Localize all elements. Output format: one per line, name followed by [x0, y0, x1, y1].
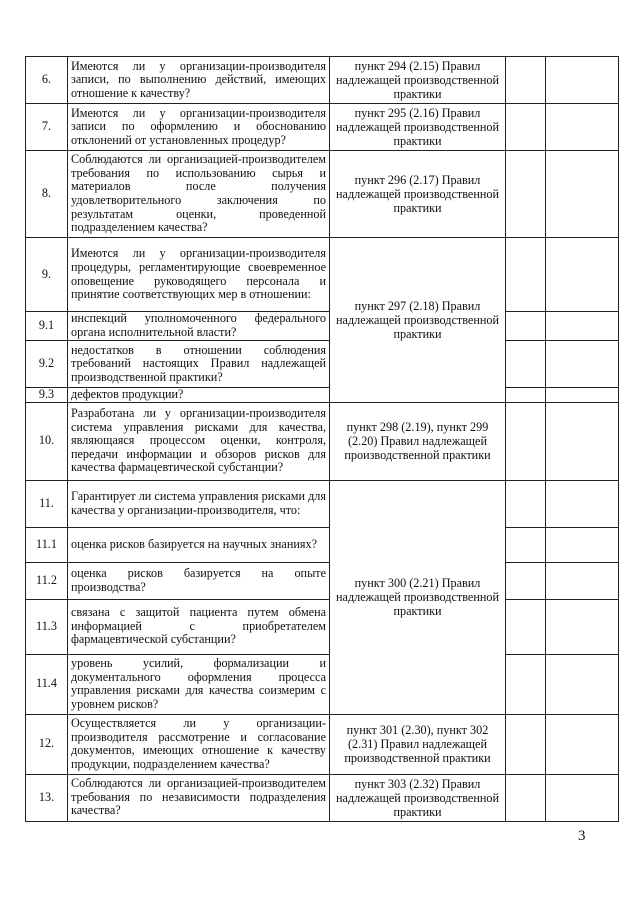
table-row — [26, 562, 619, 599]
question-text: оценка рисков базируется на научных знаниях? — [68, 527, 330, 562]
row-number: 11.4 — [26, 654, 68, 714]
table-row — [26, 312, 619, 341]
note-cell — [546, 151, 619, 238]
note-cell — [546, 388, 619, 403]
table-row — [26, 527, 619, 562]
question-text: инспекций уполномоченного федерального органа исполнительной власти? — [68, 312, 330, 341]
answer-cell — [506, 341, 546, 388]
question-text: Соблюдаются ли организацией-производителем требования по независимости подразделения качества? — [68, 774, 330, 821]
page-number: 3 — [578, 828, 586, 844]
note-cell — [546, 654, 619, 714]
row-number: 10. — [26, 402, 68, 480]
row-number: 9.1 — [26, 312, 68, 341]
note-cell — [546, 402, 619, 480]
rule-reference: пункт 295 (2.16) Правил надлежащей производственной практики — [330, 104, 506, 151]
note-cell — [546, 57, 619, 104]
table-row — [26, 654, 619, 714]
rule-reference: пункт 294 (2.15) Правил надлежащей производственной практики — [330, 57, 506, 104]
row-number: 11.1 — [26, 527, 68, 562]
note-cell — [546, 480, 619, 527]
row-number: 11.2 — [26, 562, 68, 599]
row-number: 9.3 — [26, 388, 68, 403]
note-cell — [546, 527, 619, 562]
table-row — [26, 480, 619, 527]
table-row — [26, 388, 619, 403]
rule-reference: пункт 297 (2.18) Правил надлежащей производственной практики — [330, 238, 506, 403]
row-number: 11.3 — [26, 599, 68, 654]
table-row — [26, 774, 619, 821]
note-cell — [546, 714, 619, 774]
note-cell — [546, 312, 619, 341]
table-row — [26, 341, 619, 388]
note-cell — [546, 104, 619, 151]
checklist-table — [25, 56, 619, 822]
rule-reference: пункт 298 (2.19), пункт 299 (2.20) Правил надлежащей производственной практики — [330, 402, 506, 480]
question-text: Имеются ли у организации-производителя записи, по выполнению действий, имеющих отношение к качеству? — [68, 57, 330, 104]
row-number: 7. — [26, 104, 68, 151]
row-number: 6. — [26, 57, 68, 104]
row-number: 13. — [26, 774, 68, 821]
note-cell — [546, 238, 619, 312]
note-cell — [546, 341, 619, 388]
row-number: 9. — [26, 238, 68, 312]
answer-cell — [506, 238, 546, 312]
row-number: 12. — [26, 714, 68, 774]
question-text: Имеются ли у организации-производителя записи по оформлению и обоснованию отклонений от установленных процедур? — [68, 104, 330, 151]
answer-cell — [506, 774, 546, 821]
note-cell — [546, 562, 619, 599]
table-row — [26, 714, 619, 774]
answer-cell — [506, 104, 546, 151]
question-text: Имеются ли у организации-производителя процедуры, регламентирующие своевременное оповещение руководящего персонала и принятие соответствующих мер в отношении: — [68, 238, 330, 312]
rule-reference: пункт 301 (2.30), пункт 302 (2.31) Правил надлежащей производственной практики — [330, 714, 506, 774]
answer-cell — [506, 402, 546, 480]
question-text: Осуществляется ли у организации-производителя рассмотрение и согласование документов, имеющих отношение к качеству продукции, подразделением качества? — [68, 714, 330, 774]
question-text: недостатков в отношении соблюдения требований настоящих Правил надлежащей производственной практики? — [68, 341, 330, 388]
question-text: Соблюдаются ли организацией-производителем требования по использованию сырья и материалов после получения удовлетворительного заключения по результатам оценки, проведенной подразделением качества? — [68, 151, 330, 238]
answer-cell — [506, 312, 546, 341]
answer-cell — [506, 388, 546, 403]
answer-cell — [506, 151, 546, 238]
answer-cell — [506, 654, 546, 714]
row-number: 9.2 — [26, 341, 68, 388]
row-number: 11. — [26, 480, 68, 527]
rule-reference: пункт 296 (2.17) Правил надлежащей производственной практики — [330, 151, 506, 238]
answer-cell — [506, 599, 546, 654]
answer-cell — [506, 714, 546, 774]
question-text: уровень усилий, формализации и документального оформления процесса управления рисками для качества соизмерим с уровнем рисков? — [68, 654, 330, 714]
note-cell — [546, 599, 619, 654]
answer-cell — [506, 562, 546, 599]
answer-cell — [506, 527, 546, 562]
note-cell — [546, 774, 619, 821]
rule-reference: пункт 300 (2.21) Правил надлежащей производственной практики — [330, 480, 506, 714]
table-row — [26, 599, 619, 654]
question-text: оценка рисков базируется на опыте производства? — [68, 562, 330, 599]
table-row — [26, 402, 619, 480]
rule-reference: пункт 303 (2.32) Правил надлежащей производственной практики — [330, 774, 506, 821]
answer-cell — [506, 57, 546, 104]
answer-cell — [506, 480, 546, 527]
table-row — [26, 104, 619, 151]
question-text: дефектов продукции? — [68, 388, 330, 403]
question-text: Разработана ли у организации-производителя система управления рисками для качества, являющаяся процессом оценки, контроля, передачи информации и обзоров рисков для качества фармацевтической субстанции? — [68, 402, 330, 480]
table-row — [26, 151, 619, 238]
question-text: связана с защитой пациента путем обмена информацией с приобретателем фармацевтической субстанции? — [68, 599, 330, 654]
table-row — [26, 57, 619, 104]
table-row — [26, 238, 619, 312]
row-number: 8. — [26, 151, 68, 238]
question-text: Гарантирует ли система управления рисками для качества у организации-производителя, что: — [68, 480, 330, 527]
